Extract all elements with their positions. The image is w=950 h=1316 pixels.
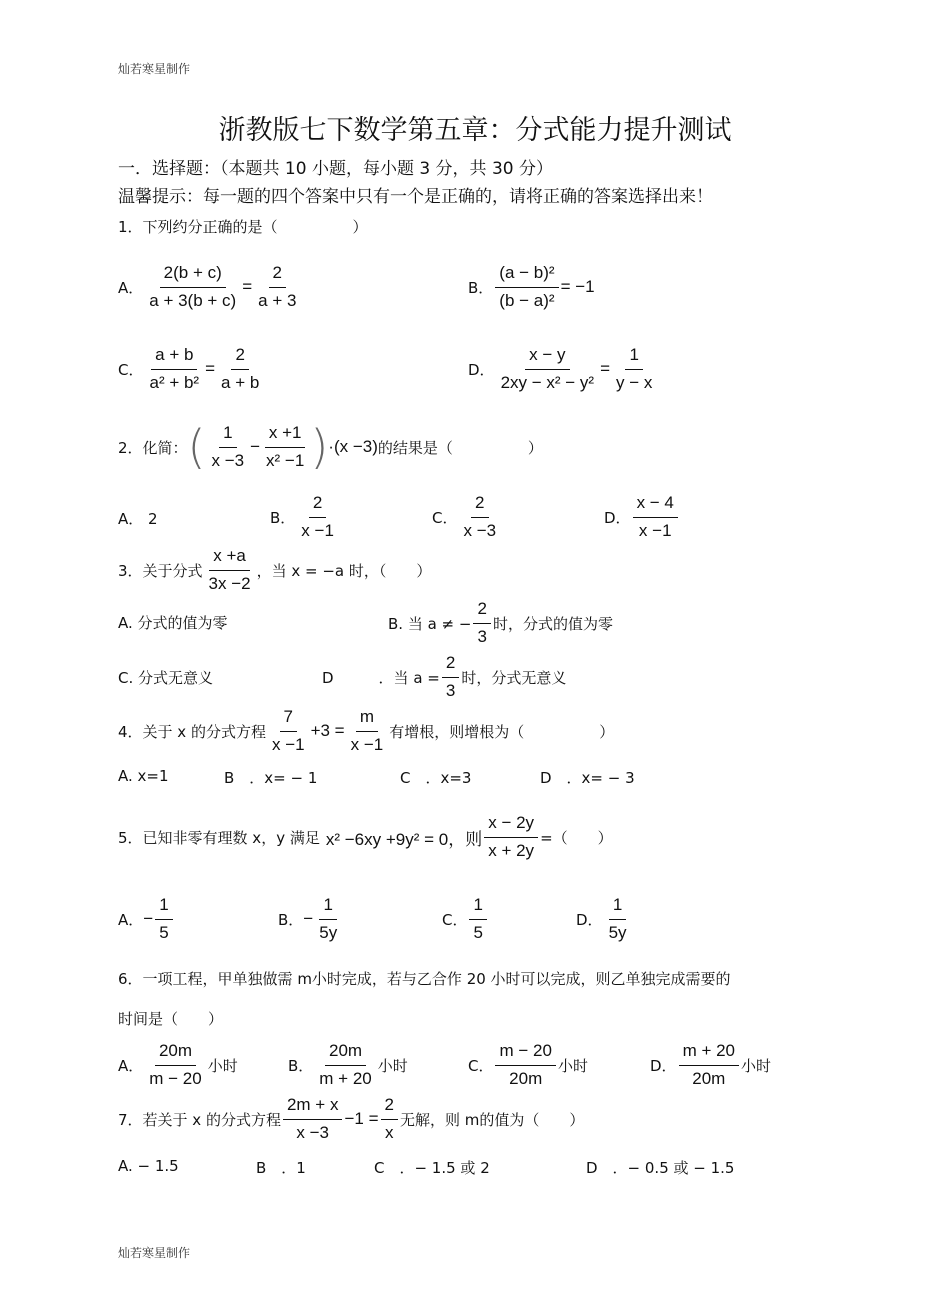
- question-6-line-1: 6．一项工程，甲单独做需 m小时完成，若与乙合作 20 小时可以完成，则乙单独完成需要的: [118, 970, 731, 988]
- option-label: A．: [118, 910, 144, 929]
- page-footer: 灿若寒星制作: [118, 1246, 191, 1260]
- question-4-prefix: 4．关于 x 的分式方程: [118, 722, 266, 741]
- question-6-line-2: 时间是（ ）: [118, 1010, 224, 1028]
- denominator: x² −1: [266, 450, 305, 470]
- option-label: D．: [576, 910, 603, 929]
- question-7-option-c: C ．− 1.5 或 2: [374, 1159, 490, 1177]
- denominator: x −3: [296, 1122, 330, 1142]
- right-paren: ): [310, 420, 329, 475]
- numerator: 1: [469, 894, 486, 920]
- question-2-option-c: [432, 492, 502, 543]
- question-5-option-a: [118, 894, 175, 945]
- option-label: A．: [118, 1056, 144, 1075]
- question-6-option-d: [650, 1040, 771, 1091]
- fraction: [484, 812, 538, 863]
- denominator: x −3: [211, 450, 245, 470]
- fraction: [217, 344, 263, 395]
- numerator: m: [356, 706, 378, 732]
- numerator: x − 2y: [484, 812, 538, 838]
- denominator: 5y: [608, 922, 627, 942]
- section-heading: 一．选择题：（本题共 10 小题，每小题 3 分，共 30 分）: [118, 159, 554, 179]
- unit-label: 小时: [377, 1056, 408, 1075]
- denominator: x: [385, 1122, 394, 1142]
- option-label: A．: [118, 278, 144, 297]
- question-5-option-d: [576, 894, 633, 945]
- minus-sign: −: [250, 437, 261, 457]
- minus-sign: −: [303, 909, 314, 929]
- question-3-option-b: [388, 598, 613, 649]
- denominator: 5: [159, 922, 169, 942]
- unit-label: 小时: [557, 1056, 588, 1075]
- denominator: 5y: [319, 922, 338, 942]
- question-7-suffix: 无解，则 m的值为（ ）: [399, 1110, 585, 1129]
- question-1-stem: 1．下列约分正确的是（ ）: [118, 218, 368, 236]
- question-4-option-b: B ．x= − 1: [224, 769, 318, 787]
- question-2-stem: [118, 422, 543, 473]
- option-label: B．: [278, 910, 304, 929]
- question-2-option-a: A． 2: [118, 510, 158, 528]
- multiply-dot: ·: [328, 437, 334, 457]
- denominator: x + 2y: [488, 840, 535, 860]
- numerator: 1: [155, 894, 172, 920]
- numerator: x +1: [265, 422, 306, 448]
- numerator: 2(b + c): [160, 262, 226, 288]
- question-4-option-a: A. x=1: [118, 767, 169, 785]
- fraction: [205, 545, 255, 596]
- option-label: C．: [118, 360, 144, 379]
- denominator: 3: [477, 626, 487, 646]
- fraction: [679, 1040, 739, 1091]
- option-d-suffix: 时，分式无意义: [461, 668, 567, 687]
- fraction: [495, 1040, 555, 1091]
- equals-sign: =: [600, 359, 611, 379]
- question-6-option-a: [118, 1040, 238, 1091]
- question-4-stem: [118, 706, 614, 757]
- condition: x² −6xy +9y² = 0，则: [325, 829, 483, 849]
- question-3-prefix: 3．关于分式: [118, 561, 203, 580]
- option-label: D．: [604, 508, 631, 527]
- question-5-stem: [118, 812, 613, 863]
- fraction: [145, 1040, 205, 1091]
- denominator: m − 20: [149, 1068, 202, 1088]
- fraction: [469, 894, 486, 945]
- factor: (x −3): [333, 437, 378, 457]
- fraction: [473, 598, 490, 649]
- question-6-option-b: [288, 1040, 408, 1091]
- fraction: [283, 1094, 343, 1145]
- question-1-option-c: [118, 344, 265, 395]
- option-b-suffix: 时，分式的值为零: [492, 614, 613, 633]
- numerator: 2: [473, 598, 490, 624]
- question-2-suffix: 的结果是（ ）: [377, 438, 543, 457]
- denominator: 20m: [692, 1068, 726, 1088]
- option-label: B．: [288, 1056, 314, 1075]
- fraction: [442, 652, 459, 703]
- denominator: 3x −2: [208, 573, 251, 593]
- denominator: a + 3(b + c): [149, 290, 237, 310]
- question-5-option-c: [442, 894, 489, 945]
- numerator: 1: [609, 894, 626, 920]
- question-3-mid: ，当 x = −a 时，（ ）: [256, 561, 432, 580]
- denominator: m + 20: [319, 1068, 372, 1088]
- question-5-suffix: =（ ）: [540, 828, 613, 847]
- equals-sign: =: [205, 359, 216, 379]
- question-4-suffix: 有增根，则增根为（ ）: [389, 722, 615, 741]
- numerator: 2: [231, 344, 248, 370]
- equals-sign: =: [242, 277, 253, 297]
- numerator: 2: [442, 652, 459, 678]
- fraction: [208, 422, 249, 473]
- fraction: [612, 344, 656, 395]
- rhs: = −1: [560, 277, 595, 297]
- fraction: [155, 894, 172, 945]
- minus-one: −1 =: [344, 1109, 379, 1129]
- fraction: [268, 706, 309, 757]
- option-label: C．: [442, 910, 468, 929]
- option-label: B．: [270, 508, 296, 527]
- fraction: [145, 262, 240, 313]
- section-tip: 温馨提示：每一题的四个答案中只有一个是正确的，请将正确的答案选择出来！: [118, 187, 713, 207]
- numerator: 2: [471, 492, 488, 518]
- page-title: 浙教版七下数学第五章：分式能力提升测试: [218, 115, 732, 146]
- option-label: C．: [468, 1056, 494, 1075]
- numerator: 1: [219, 422, 236, 448]
- denominator: x −1: [271, 734, 305, 754]
- fraction: [497, 344, 599, 395]
- denominator: a + b: [221, 372, 260, 392]
- question-7-option-d: D ．− 0.5 或 − 1.5: [586, 1159, 735, 1177]
- numerator: a + b: [151, 344, 197, 370]
- question-1-option-b: [468, 262, 595, 313]
- fraction: [315, 894, 341, 945]
- question-6-option-c: [468, 1040, 588, 1091]
- numerator: m + 20: [679, 1040, 739, 1066]
- numerator: 7: [280, 706, 297, 732]
- numerator: 2: [309, 492, 326, 518]
- fraction: [605, 894, 631, 945]
- denominator: x −1: [638, 520, 672, 540]
- numerator: m − 20: [495, 1040, 555, 1066]
- question-3-stem: [118, 545, 431, 596]
- option-b-prefix: B. 当 a ≠ −: [388, 614, 472, 633]
- fraction: [347, 706, 388, 757]
- minus-sign: −: [143, 909, 154, 929]
- numerator: 20m: [155, 1040, 196, 1066]
- question-4-option-d: D ．x= − 3: [540, 769, 635, 787]
- option-d-prefix: D ．当 a =: [322, 668, 440, 687]
- question-5-option-b: [278, 894, 343, 945]
- question-2-option-d: [604, 492, 680, 543]
- plus-three: +3 =: [310, 721, 345, 741]
- fraction: [381, 1094, 398, 1145]
- denominator: x −1: [350, 734, 384, 754]
- option-label: C．: [432, 508, 458, 527]
- numerator: (a − b)²: [495, 262, 558, 288]
- numerator: x − y: [525, 344, 569, 370]
- option-label: B．: [468, 278, 494, 297]
- question-7-stem: [118, 1094, 584, 1145]
- denominator: x −3: [463, 520, 497, 540]
- question-3-option-c: C. 分式无意义: [118, 669, 214, 687]
- fraction: [262, 422, 308, 473]
- denominator: a + 3: [258, 290, 297, 310]
- denominator: a² + b²: [149, 372, 200, 392]
- page-header: 灿若寒星制作: [118, 62, 191, 76]
- numerator: 2m + x: [283, 1094, 343, 1120]
- denominator: 3: [445, 680, 456, 700]
- unit-label: 小时: [741, 1056, 772, 1075]
- unit-label: 小时: [207, 1056, 238, 1075]
- numerator: x − 4: [633, 492, 678, 518]
- denominator: 5: [473, 922, 483, 942]
- numerator: 1: [625, 344, 642, 370]
- question-3-option-a: A. 分式的值为零: [118, 614, 228, 632]
- fraction: [495, 262, 558, 313]
- question-2-option-b: [270, 492, 340, 543]
- fraction: [297, 492, 338, 543]
- question-1-option-a: [118, 262, 302, 313]
- question-4-option-c: C ．x=3: [400, 769, 472, 787]
- denominator: (b − a)²: [499, 290, 555, 310]
- question-5-prefix: 5．已知非零有理数 x，y 满足: [118, 828, 320, 847]
- numerator: 2: [381, 1094, 398, 1120]
- fraction: [633, 492, 678, 543]
- question-1-option-d: [468, 344, 658, 395]
- fraction: [459, 492, 500, 543]
- question-3-option-d: [322, 652, 566, 703]
- denominator: 2xy − x² − y²: [500, 372, 595, 392]
- denominator: 20m: [509, 1068, 543, 1088]
- option-label: D．: [650, 1056, 677, 1075]
- fraction: [145, 344, 203, 395]
- left-paren: (: [187, 420, 206, 475]
- denominator: y − x: [616, 372, 653, 392]
- question-7-option-a: A. − 1.5: [118, 1157, 179, 1175]
- denominator: x −1: [301, 520, 334, 540]
- numerator: 1: [319, 894, 336, 920]
- question-2-prefix: 2．化简：: [118, 438, 188, 457]
- fraction: [315, 1040, 375, 1091]
- question-7-option-b: B ．1: [256, 1159, 306, 1177]
- numerator: x +a: [209, 545, 250, 571]
- fraction: [254, 262, 300, 313]
- question-7-prefix: 7．若关于 x 的分式方程: [118, 1110, 281, 1129]
- option-label: D．: [468, 360, 495, 379]
- numerator: 20m: [325, 1040, 366, 1066]
- numerator: 2: [269, 262, 286, 288]
